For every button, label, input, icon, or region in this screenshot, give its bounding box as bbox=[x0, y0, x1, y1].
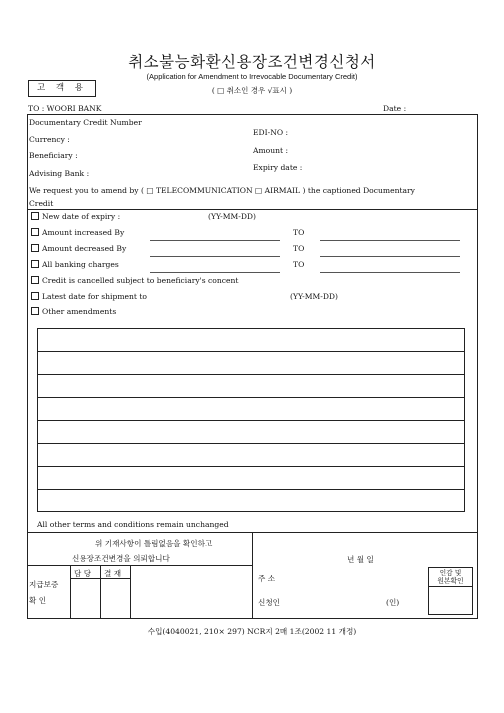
payment-guarantee-label: 지급보증 bbox=[29, 580, 59, 589]
date-fields: 년 월 일 bbox=[347, 555, 374, 564]
item-amount-increased[interactable]: Amount increased By bbox=[31, 228, 124, 237]
confirm-text-1: 위 기재사항이 틀림없음을 확인하고 bbox=[95, 539, 213, 548]
edi-no-label: EDI-NO : bbox=[253, 128, 289, 137]
approval-col bbox=[70, 565, 71, 618]
checkbox[interactable] bbox=[31, 276, 39, 284]
grid-line bbox=[38, 489, 464, 490]
item-new-expiry[interactable]: New date of expiry : bbox=[31, 212, 120, 221]
frame-bottom bbox=[27, 618, 478, 619]
person-in-charge-label: 담 당 bbox=[74, 569, 92, 578]
other-amendments-grid[interactable] bbox=[37, 328, 465, 512]
advising-bank-label: Advising Bank : bbox=[29, 169, 90, 178]
amount-increased-to-field[interactable] bbox=[320, 240, 460, 241]
checkbox[interactable] bbox=[31, 307, 39, 315]
amount-increased-field[interactable] bbox=[150, 240, 280, 241]
amount-decreased-to-field[interactable] bbox=[320, 256, 460, 257]
seal-check-box[interactable] bbox=[428, 567, 473, 615]
banking-charges-field[interactable] bbox=[150, 272, 280, 273]
grid-line bbox=[38, 397, 464, 398]
grid-line bbox=[38, 466, 464, 467]
checkbox[interactable] bbox=[31, 292, 39, 300]
checkbox[interactable] bbox=[31, 244, 39, 252]
frame-top bbox=[27, 114, 478, 115]
expiry-date-label: Expiry date : bbox=[253, 163, 303, 172]
checkbox[interactable] bbox=[31, 228, 39, 236]
form-subtitle-note: ( □ 취소인 경우 √표시 ) bbox=[211, 86, 293, 95]
request-text: We request you to amend by ( □ TELECOMMUNICATION □ AIRMAIL ) the captioned Documentary bbox=[29, 186, 415, 195]
request-text-2: Credit bbox=[29, 199, 54, 208]
dc-number-label: Documentary Credit Number bbox=[29, 118, 142, 127]
item-credit-cancelled[interactable]: Credit is cancelled subject to beneficiary's concent bbox=[31, 276, 238, 285]
checkbox[interactable] bbox=[31, 212, 39, 220]
date-label: Date : bbox=[383, 104, 407, 113]
new-expiry-format: (YY-MM-DD) bbox=[208, 212, 256, 221]
grid-line bbox=[38, 351, 464, 352]
divider-request bbox=[27, 209, 478, 210]
checkbox[interactable] bbox=[31, 260, 39, 268]
approval-col bbox=[130, 565, 131, 618]
frame-left bbox=[27, 114, 28, 618]
form-title: 취소불능화환신용장조건변경신청서 bbox=[128, 53, 376, 71]
item-other-amendments[interactable]: Other amendments bbox=[31, 307, 116, 316]
approval-top bbox=[27, 565, 252, 566]
to-label: TO bbox=[293, 228, 305, 237]
amount-label: Amount : bbox=[253, 146, 289, 155]
item-amount-decreased[interactable]: Amount decreased By bbox=[31, 244, 126, 253]
latest-shipment-format: (YY-MM-DD) bbox=[290, 292, 338, 301]
form-code: 수입(4040021, 210× 297) NCR지 2매 1조(2002 11 개정) bbox=[147, 627, 357, 636]
seal-check-label: 인감 및 원본확인 bbox=[437, 569, 464, 585]
seal-mark: (인) bbox=[386, 598, 400, 607]
grid-line bbox=[38, 420, 464, 421]
item-latest-shipment[interactable]: Latest date for shipment to bbox=[31, 292, 147, 301]
address-label: 주 소 bbox=[258, 574, 276, 583]
grid-line bbox=[38, 374, 464, 375]
terms-unchanged-note: All other terms and conditions remain unchanged bbox=[37, 520, 229, 529]
item-banking-charges[interactable]: All banking charges bbox=[31, 260, 119, 269]
confirm-text-2: 신용장조건변경을 의뢰합니다 bbox=[72, 554, 170, 563]
to-bank: TO : WOORI BANK bbox=[28, 104, 102, 113]
approval-label: 결 재 bbox=[104, 569, 122, 578]
currency-label: Currency : bbox=[29, 135, 70, 144]
frame-right bbox=[477, 114, 478, 618]
approval-col bbox=[100, 565, 101, 618]
customer-copy-label: 고 객 용 bbox=[28, 80, 96, 97]
to-label: TO bbox=[293, 244, 305, 253]
beneficiary-label: Beneficiary : bbox=[29, 151, 78, 160]
applicant-label: 신청인 bbox=[258, 598, 281, 607]
form-subtitle: (Application for Amendment to Irrevocable Documentary Credit) bbox=[146, 72, 358, 81]
amount-decreased-field[interactable] bbox=[150, 256, 280, 257]
grid-line bbox=[38, 443, 464, 444]
confirm-divider bbox=[252, 532, 253, 565]
approval-right bbox=[252, 565, 253, 618]
seal-box-line bbox=[429, 586, 472, 587]
to-label: TO bbox=[293, 260, 305, 269]
banking-charges-to-field[interactable] bbox=[320, 272, 460, 273]
confirm-label: 확 인 bbox=[29, 596, 47, 605]
